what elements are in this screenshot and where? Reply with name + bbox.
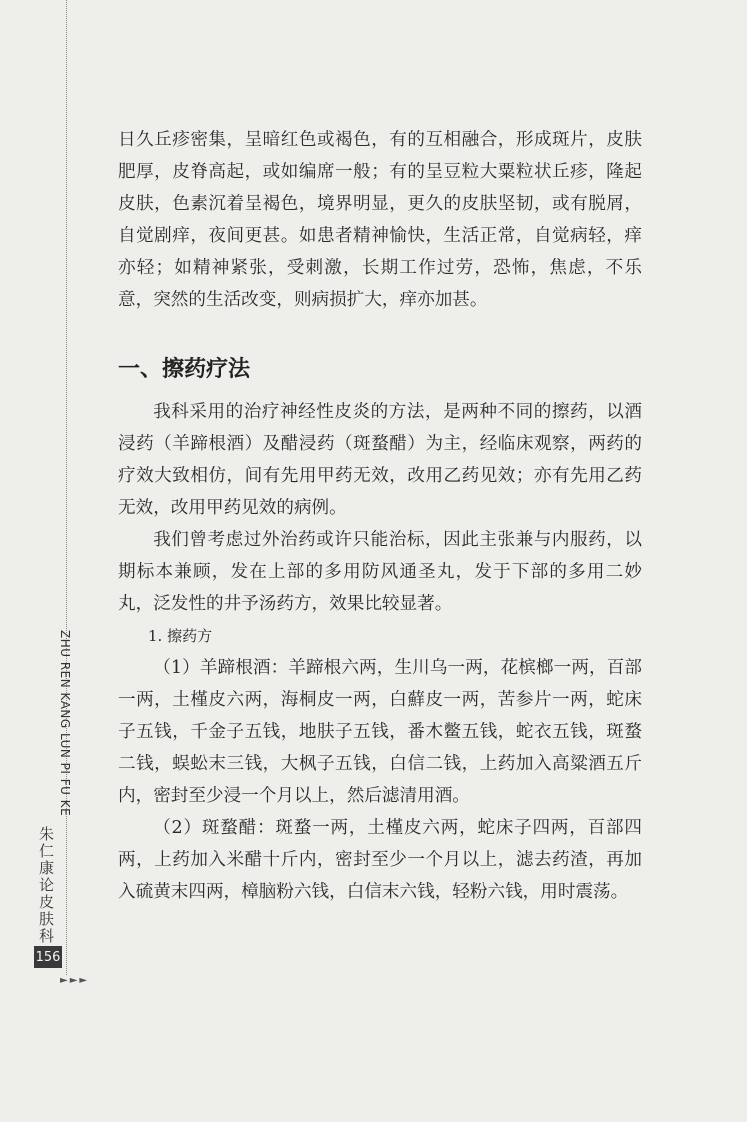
- paragraph-banmao-vinegar: （2）斑蝥醋：斑蝥一两，土槿皮六两，蛇床子四两，百部四两，上药加入米醋十斤内，密封至少一个月以上，滤去药渣，再加入硫黄末四两，樟脑粉六钱，白信末六钱，轻粉六钱，用时震荡。: [118, 818, 642, 902]
- page-number: 156: [34, 946, 62, 968]
- running-title: [36, 630, 72, 980]
- paragraph-continuation: 日久丘疹密集，呈暗红色或褐色，有的互相融合，形成斑片，皮肤肥厚，皮脊高起，或如编席一般；有的呈豆粒大粟粒状丘疹，隆起皮肤，色素沉着呈褐色，境界明显，更久的皮肤坚韧，或有脱屑，自觉剧痒，夜间更甚。如患者精神愉快，生活正常，自觉病轻，痒亦轻；如精神紧张，受刺激，长期工作过劳，恐怖，焦虑，不乐意，突然的生活改变，则病损扩大，痒亦加甚。: [118, 130, 642, 310]
- section-heading: 一、擦药疗法: [118, 357, 251, 382]
- subheading-prescriptions: 1. 擦药方: [148, 627, 213, 645]
- running-title-chinese: 朱仁康论皮肤科: [37, 826, 55, 945]
- paragraph-treatment-intro: 我科采用的治疗神经性皮炎的方法，是两种不同的擦药，以酒浸药（羊蹄根酒）及醋浸药（斑蝥醋）为主，经临床观察，两药的疗效大致相仿，间有先用甲药无效，改用乙药见效；亦有先用乙药无效，改用甲药见效的病例。: [118, 402, 642, 518]
- margin-dotted-rule: [66, 0, 67, 975]
- running-title-pinyin: ZHU REN KANG LUN PI FU KE: [58, 630, 72, 817]
- body-text: [118, 124, 642, 908]
- arrow-marks: ►►►: [60, 975, 90, 986]
- paragraph-yangtigen-wine: （1）羊蹄根酒：羊蹄根六两，生川乌一两，花槟榔一两，百部一两，土槿皮六两，海桐皮一两，白蘚皮一两，苦参片一两，蛇床子五钱，千金子五钱，地肤子五钱，番木鳖五钱，蛇衣五钱，斑蝥二钱，蜈蚣末三钱，大枫子五钱，白信二钱，上药加入高粱酒五斤内，密封至少浸一个月以上，然后滤清用酒。: [118, 658, 642, 806]
- paragraph-internal-medicine: 我们曾考虑过外治药或许只能治标，因此主张兼与内服药，以期标本兼顾，发在上部的多用防风通圣丸，发于下部的多用二妙丸，泛发性的井予汤药方，效果比较显著。: [118, 530, 642, 614]
